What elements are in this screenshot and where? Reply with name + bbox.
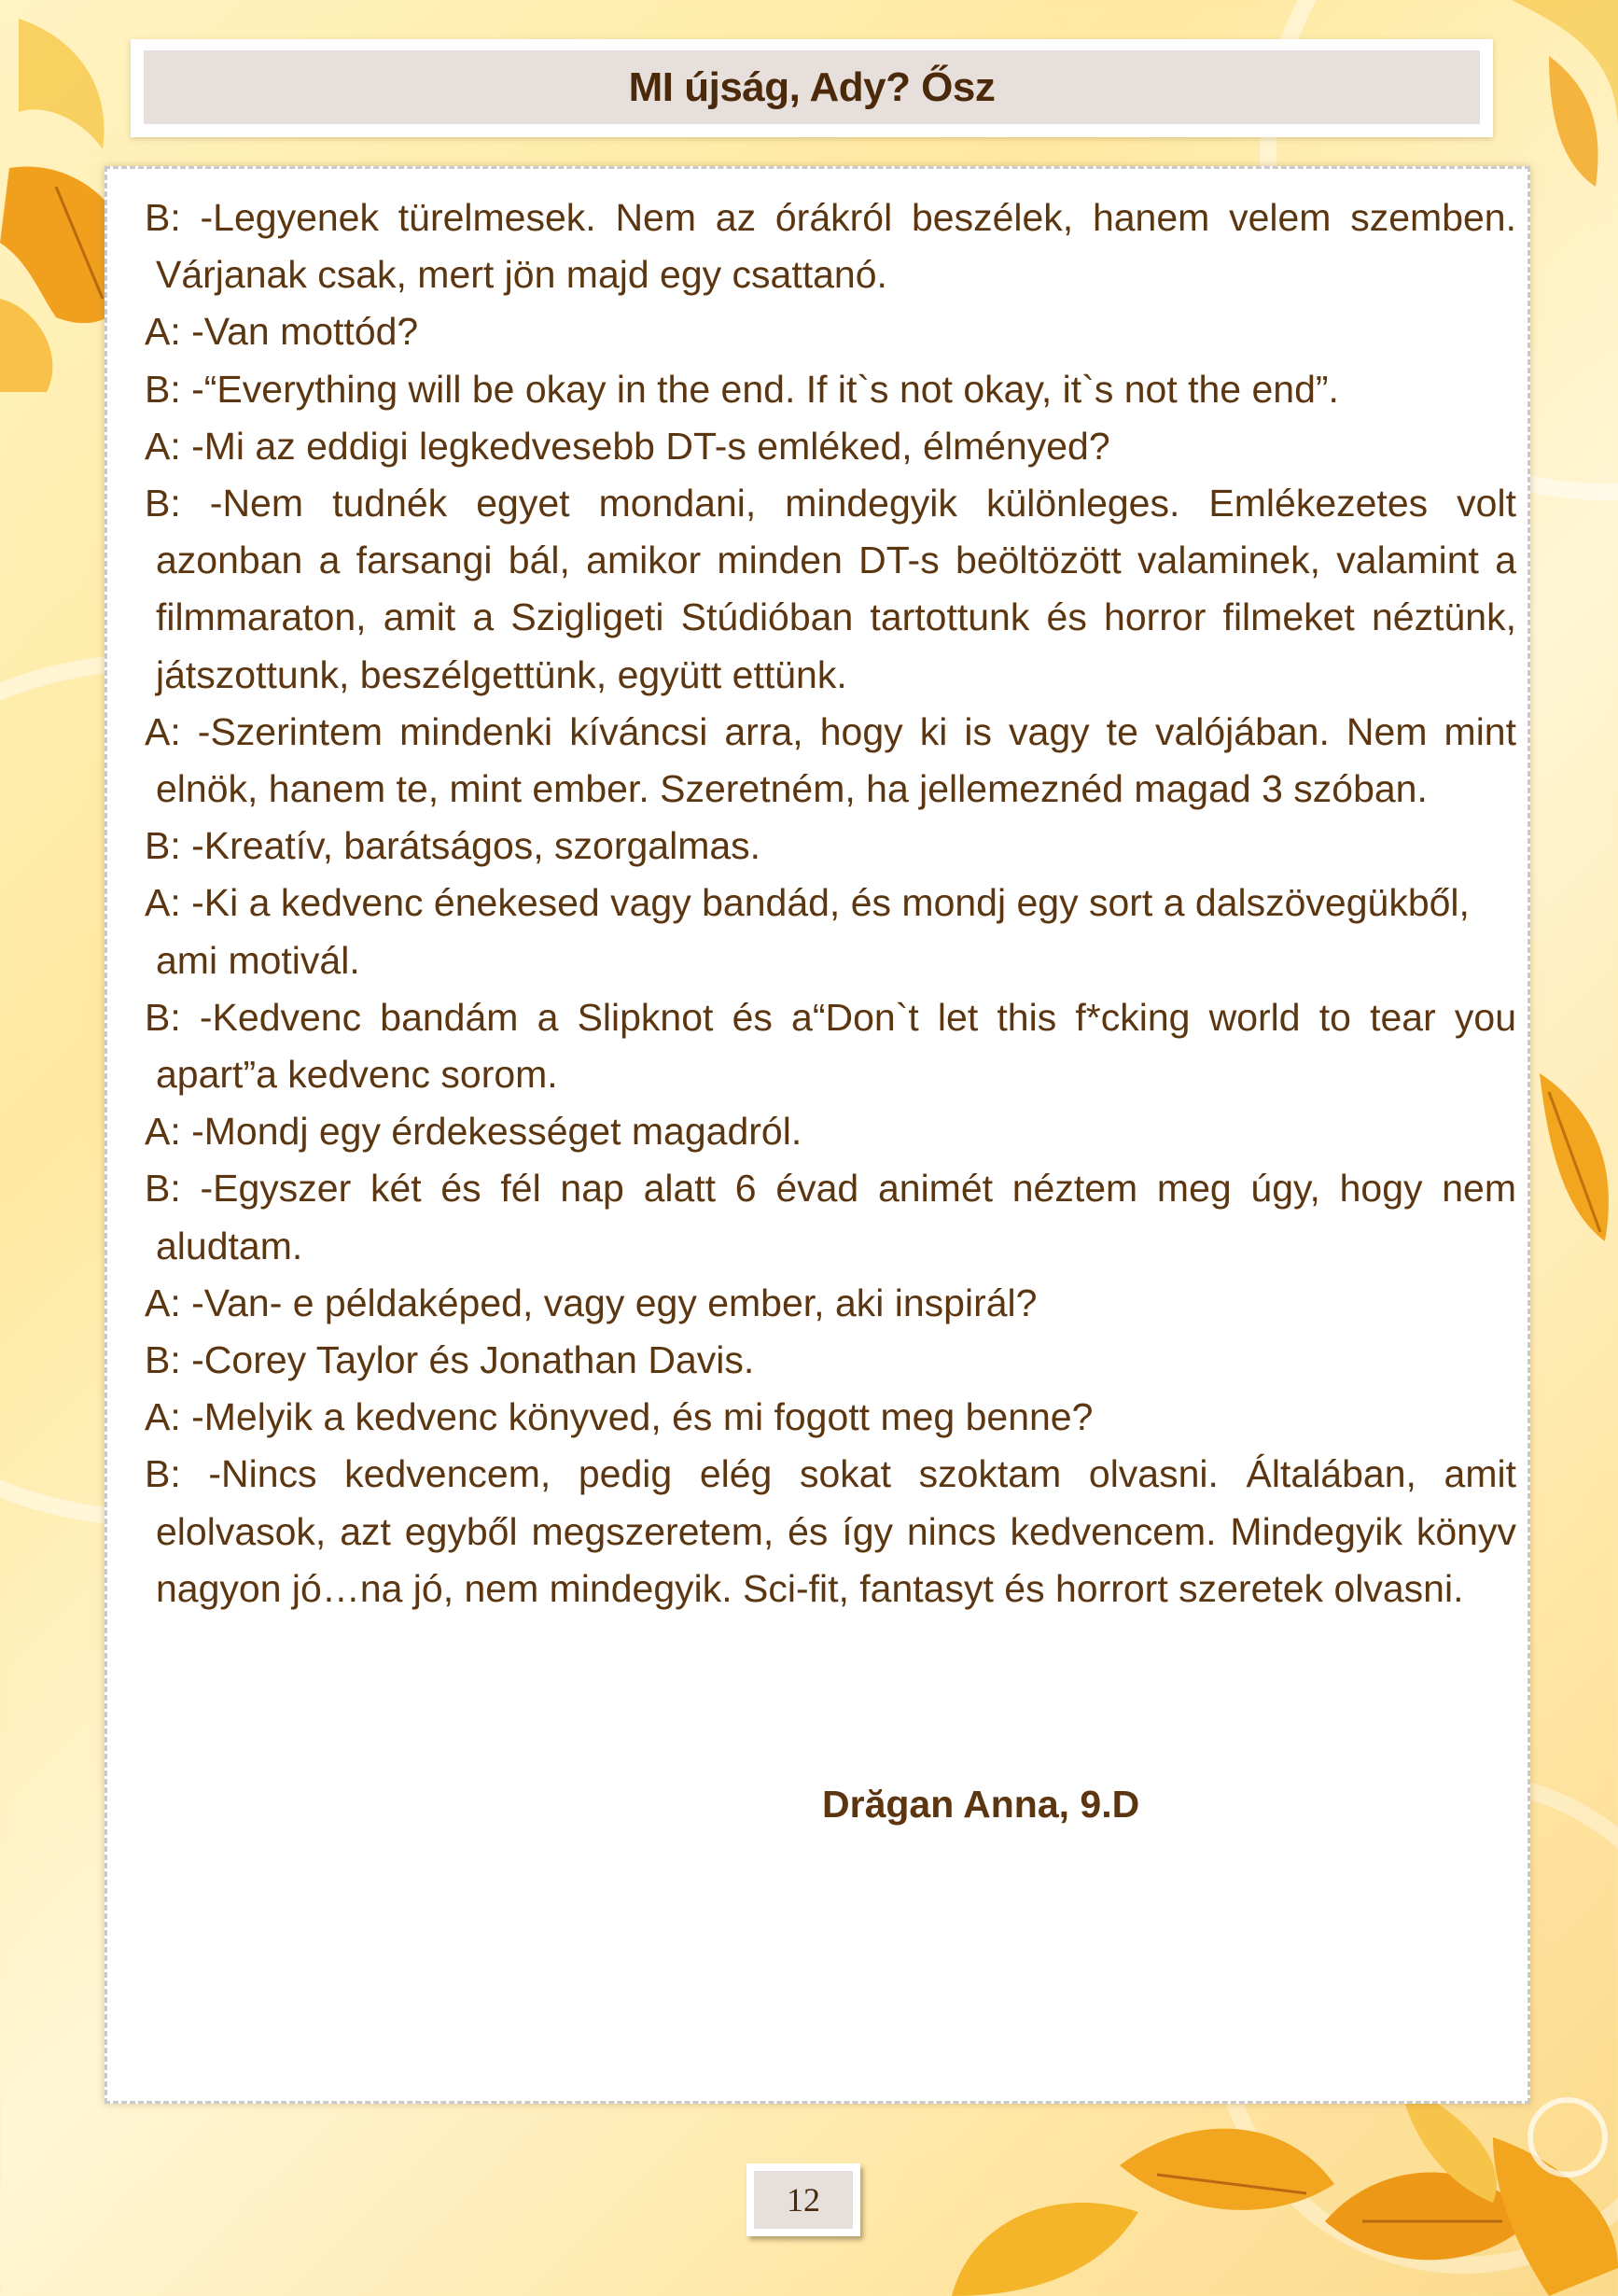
dialog-turn: B: -Legyenek türelmesek. Nem az órákról beszélek, hanem velem szemben. Várjanak csak, mert jön majd egy csattanó. [145,196,1516,297]
interview-dialog [145,189,1516,1617]
dialog-turn: B: -Nincs kedvencem, pedig elég sokat szoktam olvasni. Általában, amit elolvasok, azt egyből megszeretem, és így nincs kedvencem. Mindegyik könyv nagyon jó…na jó, nem mindegyik. Sci-fit, fantasyt és horrort szeretek olvasni. [145,1452,1516,1610]
dialog-turn: A: -Melyik a kedvenc könyved, és mi fogott meg benne? [145,1395,1094,1439]
dialog-turn: A: -Mi az eddigi legkedvesebb DT-s emléked, élményed? [145,424,1110,468]
dialog-turn: B: -“Everything will be okay in the end. If it`s not okay, it`s not the end”. [145,367,1339,411]
header-inner [144,50,1480,124]
dialog-turn: B: -Nem tudnék egyet mondani, mindegyik különleges. Emlékezetes volt azonban a farsangi bál, amikor minden DT-s beöltözött valaminek, valamint a filmmaraton, amit a Szigligeti Stúdióban tartottunk és horror filmeket néztünk, játszottunk, beszélgettünk, együtt ettünk. [145,482,1516,696]
page-number-box [746,2163,860,2236]
page-number: 12 [754,2171,853,2229]
dialog-turn: A: -Van- e példaképed, vagy egy ember, aki inspirál? [145,1281,1038,1324]
page-title: MI újság, Ady? Ősz [628,63,996,110]
dialog-turn: A: -Ki a kedvenc énekesed vagy bandád, és mondj egy sort a dalszövegükből, ami motivál. [145,881,1470,982]
author-signature: Drăgan Anna, 9.D [822,1783,1140,1826]
dialog-turn: A: -Van mottód? [145,310,419,354]
dialog-turn: B: -Corey Taylor és Jonathan Davis. [145,1338,755,1382]
dialog-turn: A: -Mondj egy érdekességet magadról. [145,1110,802,1154]
header-band [131,39,1493,137]
dialog-turn: B: -Kreatív, barátságos, szorgalmas. [145,824,761,868]
dialog-turn: B: -Egyszer két és fél nap alatt 6 évad animét néztem meg úgy, hogy nem aludtam. [145,1167,1516,1267]
dialog-turn: B: -Kedvenc bandám a Slipknot és a“Don`t let this f*cking world to tear you apart”a kedvenc sorom. [145,995,1516,1097]
content-panel [105,166,1530,2104]
dialog-turn: A: -Szerintem mindenki kíváncsi arra, hogy ki is vagy te valójában. Nem mint elnök, hanem te, mint ember. Szeretném, ha jellemeznéd magad 3 szóban. [145,709,1516,811]
autumn-leaves-bottom-right [840,2081,1618,2296]
